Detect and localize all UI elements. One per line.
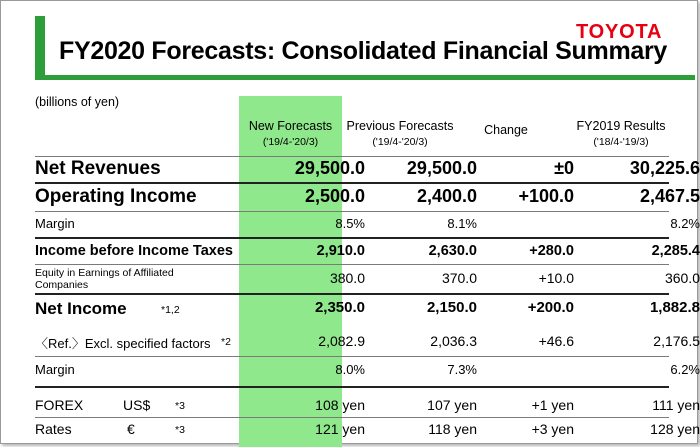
value-prev: 2,630.0 bbox=[428, 243, 477, 259]
value-new: 2,350.0 bbox=[314, 299, 365, 316]
header-new-label: New Forecasts bbox=[248, 119, 333, 133]
title-accent-bar bbox=[35, 16, 45, 80]
value-new: 2,082.9 bbox=[318, 333, 365, 349]
currency-label: € bbox=[127, 421, 135, 437]
row-label bbox=[35, 267, 174, 291]
divider bbox=[35, 211, 669, 212]
row-label: Income before Income Taxes bbox=[35, 243, 233, 259]
value-prev: 118 yen bbox=[428, 421, 477, 437]
value-fy2019: 2,285.4 bbox=[651, 243, 700, 259]
value-fy2019: 128 yen bbox=[650, 421, 700, 437]
header-fy2019-results bbox=[569, 118, 673, 150]
divider bbox=[35, 237, 669, 239]
value-prev: 29,500.0 bbox=[406, 158, 477, 178]
value-change: +100.0 bbox=[518, 186, 574, 206]
value-prev: 7.3% bbox=[447, 362, 477, 377]
value-fy2019: 2,467.5 bbox=[639, 186, 700, 206]
divider bbox=[35, 356, 669, 357]
value-prev: 2,150.0 bbox=[426, 299, 477, 316]
row-label: Rates bbox=[35, 421, 72, 437]
value-fy2019: 1,882.8 bbox=[649, 299, 700, 316]
row-label: Operating Income bbox=[35, 186, 197, 207]
footnote-ref: *2 bbox=[221, 336, 231, 348]
footnote-ref: *1,2 bbox=[161, 304, 180, 316]
value-new: 29,500.0 bbox=[294, 158, 365, 178]
value-fy2019: 30,225.6 bbox=[629, 158, 700, 178]
value-prev: 107 yen bbox=[427, 397, 477, 413]
header-fy2019-period: ('18/4-'19/3) bbox=[593, 136, 649, 148]
value-fy2019: 8.2% bbox=[670, 216, 700, 231]
value-new: 2,500.0 bbox=[304, 186, 365, 206]
header-change-label: Change bbox=[484, 123, 528, 137]
header-new-period: ('19/4-'20/3) bbox=[262, 136, 319, 148]
footnote-ref: *3 bbox=[175, 424, 185, 436]
header-prev-label: Previous Forecasts bbox=[346, 119, 454, 133]
value-new: 121 yen bbox=[315, 421, 365, 437]
value-prev: 370.0 bbox=[441, 270, 477, 286]
value-new: 380.0 bbox=[329, 270, 365, 286]
units-label: (billions of yen) bbox=[35, 95, 120, 109]
title-underline bbox=[45, 75, 695, 80]
divider bbox=[35, 182, 669, 184]
divider bbox=[35, 386, 669, 388]
value-change: ±0 bbox=[554, 158, 574, 178]
value-fy2019: 360.0 bbox=[664, 270, 700, 286]
value-change: +200.0 bbox=[527, 299, 574, 316]
value-new: 108 yen bbox=[315, 397, 365, 413]
value-fy2019: 111 yen bbox=[652, 397, 700, 413]
value-prev: 2,400.0 bbox=[416, 186, 477, 206]
divider bbox=[35, 156, 669, 157]
divider bbox=[35, 264, 669, 265]
value-fy2019: 6.2% bbox=[670, 362, 700, 377]
value-new: 8.0% bbox=[335, 362, 365, 377]
header-prev-period: ('19/4-'20/3) bbox=[372, 136, 428, 148]
value-new: 8.5% bbox=[335, 216, 365, 231]
value-prev: 2,036.3 bbox=[430, 333, 477, 349]
row-label: Margin bbox=[35, 362, 75, 377]
value-change: +10.0 bbox=[538, 270, 574, 286]
value-change: +46.6 bbox=[538, 333, 574, 349]
value-prev: 8.1% bbox=[447, 216, 477, 231]
row-label: Net Revenues bbox=[35, 158, 161, 179]
row-label-line2: Companies bbox=[35, 279, 89, 291]
header-previous-forecasts bbox=[343, 118, 457, 150]
row-label: FOREX bbox=[35, 397, 84, 413]
header-new-forecasts bbox=[239, 118, 342, 150]
value-new: 2,910.0 bbox=[316, 243, 365, 259]
value-change: +1 yen bbox=[531, 397, 574, 413]
divider bbox=[35, 417, 669, 418]
value-fy2019: 2,176.5 bbox=[653, 333, 700, 349]
value-change: +280.0 bbox=[529, 243, 574, 259]
row-label: Margin bbox=[35, 216, 75, 231]
value-change: +3 yen bbox=[531, 421, 574, 437]
toyota-logo: TOYOTA bbox=[576, 21, 663, 43]
footnote-ref: *3 bbox=[175, 400, 185, 412]
row-label: Net Income bbox=[35, 299, 127, 318]
currency-label: US$ bbox=[123, 397, 151, 413]
header-fy2019-label: FY2019 Results bbox=[576, 119, 666, 133]
divider bbox=[35, 293, 669, 295]
row-label-line1: Equity in Earnings of Affiliated bbox=[35, 267, 174, 279]
header-change bbox=[469, 122, 543, 138]
page-title: FY2020 Forecasts: Consolidated Financial Summary bbox=[59, 37, 668, 65]
row-label: 〈Ref.〉Excl. specified factors bbox=[35, 336, 211, 351]
